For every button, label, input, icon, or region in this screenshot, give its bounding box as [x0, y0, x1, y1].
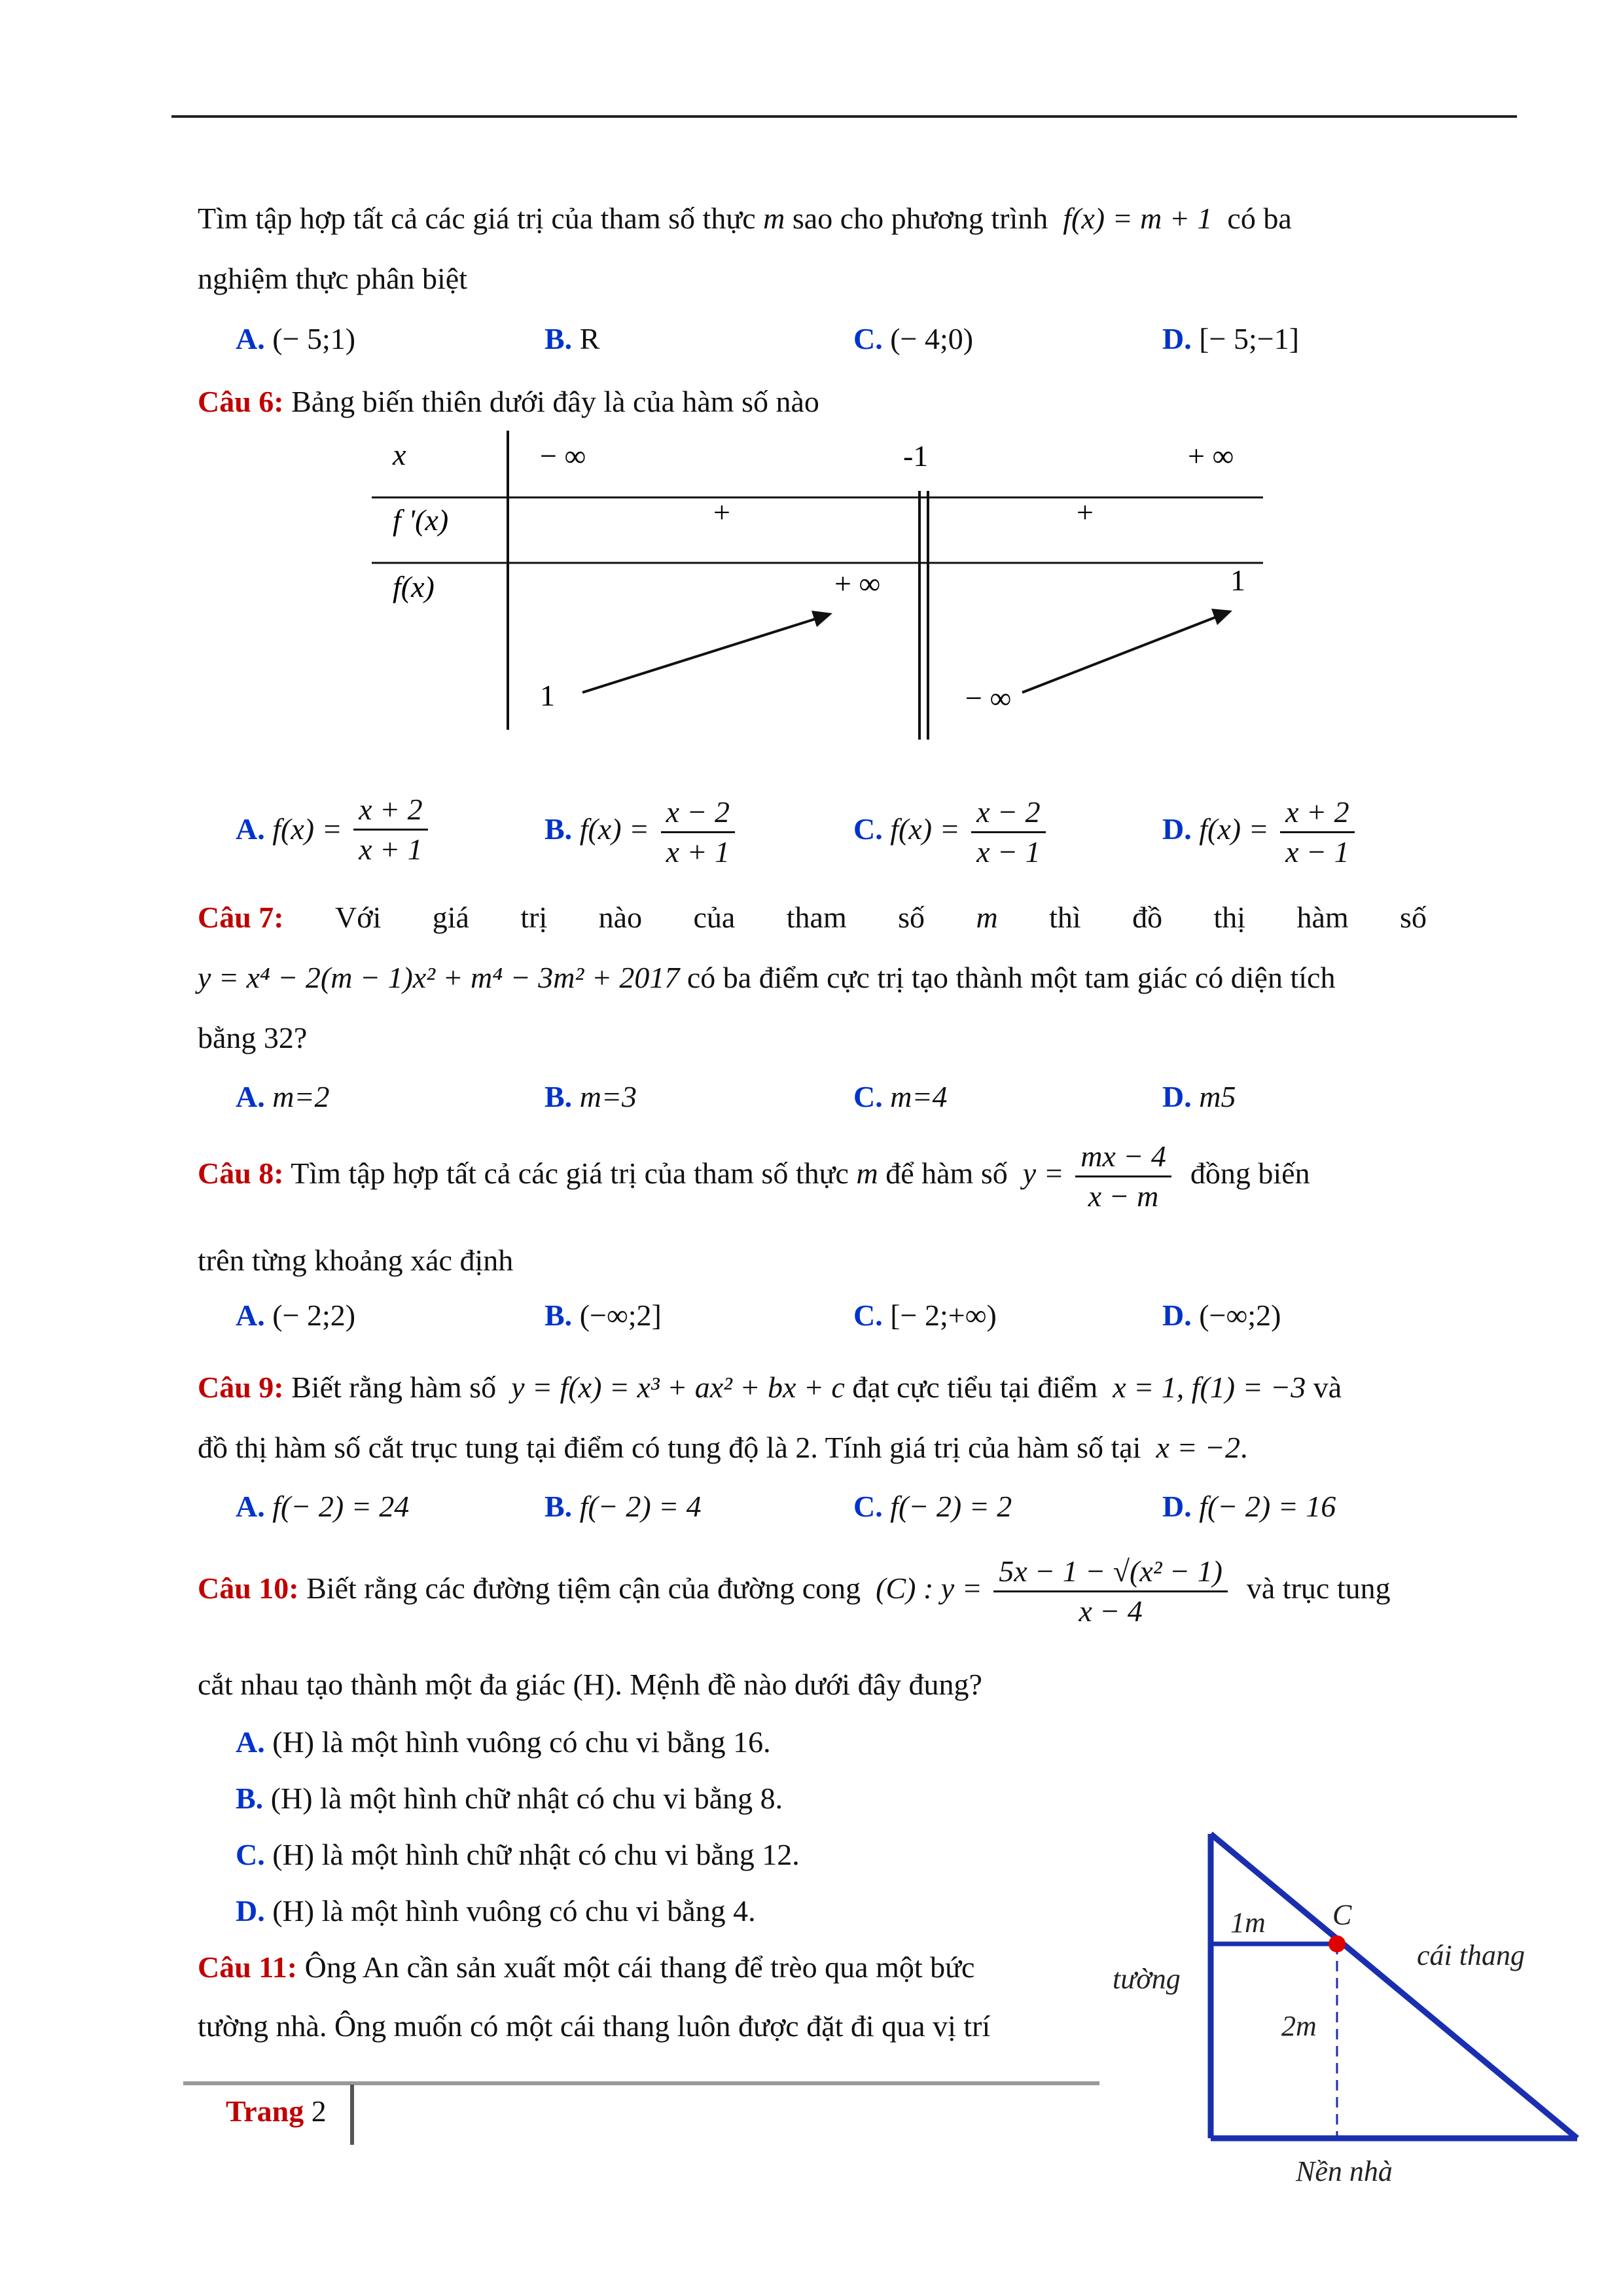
- option-lhs: f(x) =: [272, 812, 342, 846]
- q9-option-c[interactable]: [853, 1487, 1012, 1526]
- label-c: C: [1332, 1899, 1352, 1931]
- table-f-mid-high: + ∞: [834, 567, 881, 600]
- ladder-line: [1211, 1834, 1577, 2138]
- table-f-right-high: 1: [1230, 564, 1245, 597]
- option-label: A.: [236, 1725, 265, 1759]
- q10-text-b: và trục tung: [1246, 1571, 1391, 1605]
- option-label: D.: [236, 1894, 265, 1928]
- footer-divider: [350, 2085, 354, 2145]
- q7-word: tham: [786, 901, 847, 934]
- option-label: C.: [853, 322, 883, 355]
- option-label: B.: [544, 322, 573, 355]
- q10-curve: (C) : y =: [876, 1571, 982, 1605]
- q7-line3: bằng 32?: [198, 1021, 308, 1054]
- fraction-numerator: x + 2: [353, 791, 427, 831]
- option-label: C.: [853, 1080, 883, 1113]
- q9-condition: x = 1, f(1) = −3: [1113, 1371, 1306, 1404]
- q7-word: của: [693, 901, 736, 934]
- q8-option-a[interactable]: [236, 1296, 355, 1335]
- option-text: [− 5;−1]: [1199, 322, 1300, 355]
- q9-text: Biết rằng hàm số: [291, 1371, 497, 1404]
- option-label: D.: [1162, 1080, 1192, 1113]
- fraction-numerator: x + 2: [1280, 793, 1354, 833]
- q7-line1: [198, 898, 1427, 937]
- q8-option-d[interactable]: [1162, 1296, 1281, 1335]
- q6-option-b[interactable]: [544, 793, 739, 871]
- option-label: B.: [236, 1782, 264, 1815]
- option-label: B.: [544, 1080, 573, 1113]
- option-text: f(− 2) = 24: [272, 1490, 410, 1523]
- option-label: D.: [1162, 1490, 1192, 1523]
- fraction-numerator: mx − 4: [1075, 1138, 1171, 1177]
- q7-formula: y = x⁴ − 2(m − 1)x² + m⁴ − 3m² + 2017: [198, 961, 680, 994]
- q5-text-c: có ba: [1227, 202, 1292, 235]
- q5-option-d[interactable]: [1162, 319, 1299, 359]
- q9-label: Câu 9:: [198, 1371, 284, 1404]
- table-x-minus-1: -1: [903, 439, 929, 473]
- q8-m: m: [856, 1157, 878, 1191]
- table-f-mid-low: − ∞: [965, 681, 1012, 715]
- table-x-label: x: [393, 438, 406, 471]
- q7-option-b[interactable]: [544, 1077, 637, 1117]
- q7-word: trị: [520, 901, 548, 934]
- q9-option-b[interactable]: [544, 1487, 702, 1526]
- q7-word: thị: [1213, 901, 1246, 934]
- option-label: A.: [236, 322, 265, 355]
- option-label: C.: [853, 1299, 883, 1332]
- option-label: C.: [236, 1838, 265, 1871]
- option-text: (−∞;2]: [579, 1299, 662, 1332]
- option-label: D.: [1162, 812, 1192, 846]
- q9-formula: y = f(x) = x³ + ax² + bx + c: [511, 1371, 845, 1404]
- option-label: C.: [853, 1490, 883, 1523]
- q7-text: có ba điểm cực trị tạo thành một tam giác có diện tích: [687, 961, 1336, 994]
- q5-m: m: [763, 202, 785, 235]
- increase-arrow-left: [582, 619, 817, 692]
- arrowhead-right: [1211, 609, 1232, 625]
- table-fprime-label: f '(x): [393, 503, 449, 537]
- page-number: 2: [311, 2094, 327, 2128]
- label-ladder: cái thang: [1417, 1939, 1525, 1971]
- variation-table: [366, 425, 1270, 740]
- option-text: [− 2;+∞): [890, 1299, 997, 1332]
- q11-label: Câu 11:: [198, 1950, 298, 1984]
- option-text: f(− 2) = 2: [890, 1490, 1012, 1523]
- q11-line1: [198, 1948, 974, 1987]
- q8-option-b[interactable]: [544, 1296, 662, 1335]
- option-lhs: f(x) =: [579, 812, 650, 846]
- q7-word: số: [1400, 901, 1427, 934]
- q9-text-d: đồ thị hàm số cắt trục tung tại điểm có tung độ là 2. Tính giá trị của hàm số tại: [198, 1431, 1141, 1464]
- page-footer: [226, 2092, 327, 2131]
- label-floor: Nền nhà: [1296, 2155, 1393, 2187]
- q9-text-b: đạt cực tiểu tại điểm: [852, 1371, 1098, 1404]
- option-label: D.: [1162, 322, 1192, 355]
- fraction-numerator: x − 2: [971, 793, 1045, 833]
- option-text: (− 2;2): [272, 1299, 356, 1332]
- q6-heading: [198, 382, 819, 422]
- q9-line1: [198, 1368, 1342, 1407]
- fraction-denominator: x − m: [1088, 1179, 1159, 1213]
- q7-word: giá: [432, 901, 469, 934]
- q8-option-c[interactable]: [853, 1296, 997, 1335]
- q7-word-m: m: [976, 901, 998, 934]
- q6-option-c[interactable]: [853, 793, 1050, 871]
- q10-option-c[interactable]: [236, 1835, 800, 1874]
- table-x-minus-inf: − ∞: [540, 439, 586, 473]
- q10-line1: [198, 1552, 1391, 1630]
- q6-label: Câu 6:: [198, 385, 284, 418]
- q7-word: thì: [1049, 901, 1081, 934]
- q8-label: Câu 8:: [198, 1157, 284, 1191]
- q6-option-d[interactable]: [1162, 793, 1359, 871]
- option-text: m=4: [890, 1080, 948, 1113]
- table-sign-right: +: [1077, 495, 1094, 529]
- q5-line2: nghiệm thực phân biệt: [198, 262, 468, 295]
- label-2m: 2m: [1281, 2010, 1317, 2042]
- q5-option-a[interactable]: [236, 319, 355, 359]
- option-text: (H) là một hình vuông có chu vi bằng 16.: [272, 1725, 771, 1759]
- fraction-numerator: x − 2: [661, 793, 735, 833]
- table-sign-left: +: [713, 495, 730, 529]
- fraction-denominator: x − 4: [1079, 1594, 1143, 1628]
- option-label: A.: [236, 1490, 265, 1523]
- option-label: A.: [236, 812, 265, 846]
- option-text: f(− 2) = 4: [579, 1490, 702, 1523]
- option-text: (− 4;0): [890, 322, 974, 355]
- q8-text-b: để hàm số: [885, 1157, 1008, 1191]
- q10-text: Biết rằng các đường tiệm cận của đường cong: [306, 1571, 861, 1605]
- footer-rule: [183, 2081, 1099, 2085]
- option-text: (H) là một hình vuông có chu vi bằng 4.: [272, 1894, 756, 1928]
- table-f-label: f(x): [393, 570, 435, 603]
- q10-option-b[interactable]: [236, 1779, 783, 1818]
- q9-line2: [198, 1428, 1247, 1467]
- option-text: (H) là một hình chữ nhật có chu vi bằng 8.: [270, 1782, 783, 1815]
- header-rule: [171, 115, 1517, 118]
- q7-word: nào: [598, 901, 643, 934]
- q10-option-d[interactable]: [236, 1892, 756, 1931]
- q9-option-a[interactable]: [236, 1487, 409, 1526]
- option-lhs: f(x) =: [890, 812, 960, 846]
- option-text: (−∞;2): [1199, 1299, 1281, 1332]
- q6-option-a[interactable]: [236, 793, 432, 871]
- option-text: m5: [1199, 1080, 1236, 1113]
- q5-text: Tìm tập hợp tất cả các giá trị của tham số thực: [198, 202, 756, 235]
- option-label: B.: [544, 812, 573, 846]
- q7-word: đồ: [1132, 901, 1163, 934]
- q7-option-c[interactable]: [853, 1077, 948, 1117]
- point-c: [1329, 1935, 1346, 1952]
- q5-option-c[interactable]: [853, 319, 973, 359]
- option-label: D.: [1162, 1299, 1192, 1332]
- q7-line2: [198, 958, 1335, 997]
- option-label: C.: [853, 812, 883, 846]
- q7-word: Với: [335, 901, 382, 934]
- q10-option-a[interactable]: [236, 1723, 771, 1762]
- q8-line1: [198, 1138, 1310, 1215]
- fraction-numerator: 5x − 1 − √(x² − 1): [993, 1552, 1228, 1592]
- q10-line2: cắt nhau tạo thành một đa giác (H). Mệnh đề nào dưới đây đung?: [198, 1668, 982, 1701]
- q8-text: Tìm tập hợp tất cả các giá trị của tham số thực: [291, 1157, 849, 1191]
- q5-line1: [198, 199, 1292, 238]
- fraction-denominator: x − 1: [1285, 835, 1349, 869]
- option-label: A.: [236, 1080, 265, 1113]
- option-text: m=2: [272, 1080, 330, 1113]
- arrowhead-left: [812, 611, 832, 627]
- q5-equation: f(x) = m + 1: [1063, 202, 1213, 235]
- option-label: A.: [236, 1299, 265, 1332]
- q7-label: Câu 7:: [198, 901, 284, 934]
- q9-xvalue: x = −2: [1156, 1431, 1240, 1464]
- q8-lhs: y =: [1022, 1157, 1064, 1191]
- q10-label: Câu 10:: [198, 1571, 299, 1605]
- fraction-denominator: x + 1: [666, 835, 730, 869]
- q8-line2: trên từng khoảng xác định: [198, 1244, 514, 1277]
- option-label: B.: [544, 1299, 573, 1332]
- q8-text-c: đồng biến: [1190, 1157, 1310, 1191]
- option-text: m=3: [579, 1080, 637, 1113]
- fraction-denominator: x + 1: [359, 833, 423, 866]
- q11-line2: tường nhà. Ông muốn có một cái thang luôn được đặt đi qua vị trí: [198, 2009, 991, 2043]
- q9-period: .: [1240, 1431, 1248, 1464]
- footer-label: Trang: [226, 2094, 304, 2128]
- q6-text: Bảng biến thiên dưới đây là của hàm số nào: [291, 385, 819, 418]
- option-text: R: [579, 322, 600, 355]
- label-1m: 1m: [1230, 1907, 1266, 1939]
- q5-option-b[interactable]: [544, 319, 599, 359]
- q7-word: hàm: [1296, 901, 1349, 934]
- q7-word: số: [898, 901, 925, 934]
- fraction-denominator: x − 1: [976, 835, 1041, 869]
- q5-text-b: sao cho phương trình: [792, 202, 1048, 235]
- label-wall: tường: [1113, 1963, 1181, 1995]
- option-text: (H) là một hình chữ nhật có chu vi bằng 12.: [272, 1838, 800, 1871]
- q11-text: Ông An cần sản xuất một cái thang để trèo qua một bức: [304, 1950, 975, 1984]
- table-x-plus-inf: + ∞: [1188, 439, 1234, 473]
- option-text: f(− 2) = 16: [1199, 1490, 1336, 1523]
- q7-option-a[interactable]: [236, 1077, 330, 1117]
- ladder-figure: [1099, 1820, 1597, 2199]
- q7-option-d[interactable]: [1162, 1077, 1236, 1117]
- q9-option-d[interactable]: [1162, 1487, 1336, 1526]
- table-f-left-low: 1: [540, 679, 555, 712]
- option-label: B.: [544, 1490, 573, 1523]
- q9-text-c: và: [1313, 1371, 1342, 1404]
- option-text: (− 5;1): [272, 322, 356, 355]
- increase-arrow-right: [1022, 617, 1217, 692]
- option-lhs: f(x) =: [1199, 812, 1269, 846]
